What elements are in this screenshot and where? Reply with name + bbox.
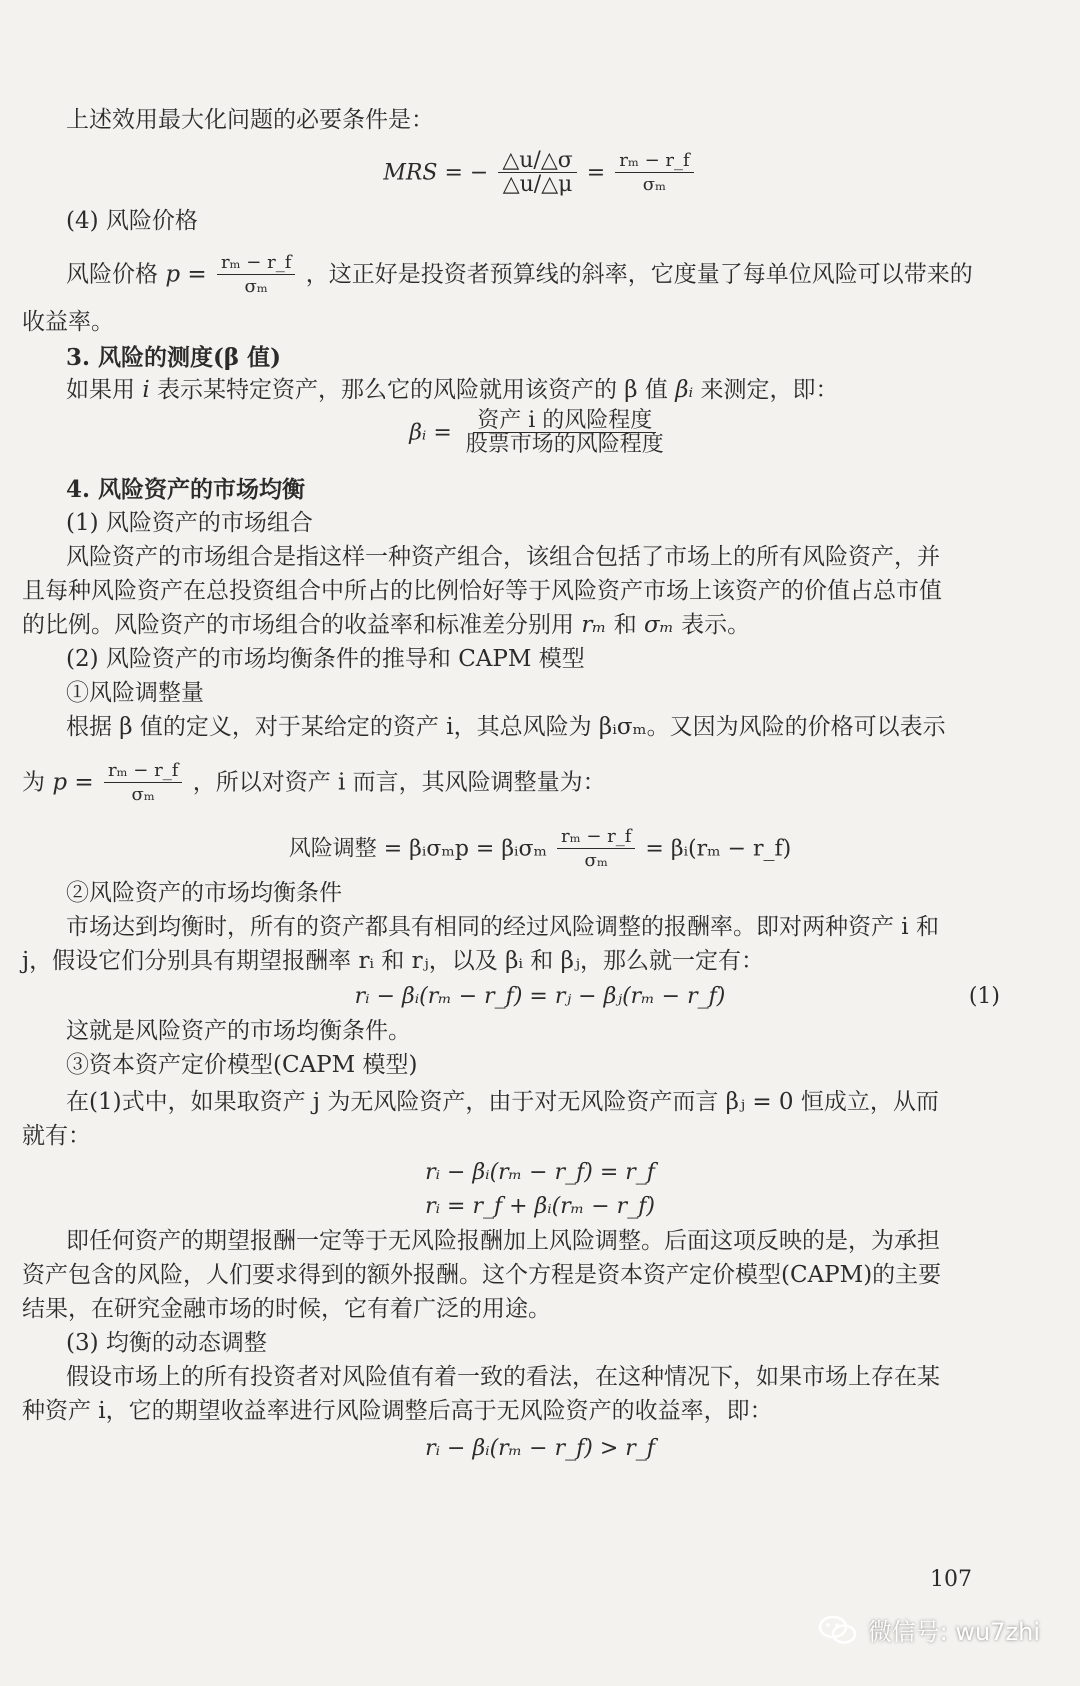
mrs-equation — [0, 150, 1080, 197]
text-line — [66, 252, 973, 299]
text-line: 风险资产的市场组合是指这样一种资产组合，该组合包括了市场上的所有风险资产，并 — [66, 544, 940, 570]
text-segment: 来测定，即： — [700, 377, 839, 403]
equation-number: (1) — [968, 984, 1000, 1009]
fraction-den: σₘ — [584, 850, 608, 871]
fraction-num: rₘ − r_f — [615, 150, 693, 173]
capm-equation-1: rᵢ − βᵢ(rₘ − r_f) = r_f — [425, 1160, 655, 1185]
text-line: 种资产 i，它的期望收益率进行风险调整后高于无风险资产的收益率，即： — [22, 1398, 773, 1424]
watermark-text: 微信号: wu7zhi — [867, 1618, 1040, 1646]
text-line: 且每种风险资产在总投资组合中所占的比例恰好等于风险资产市场上该资产的价值占总市值 — [22, 578, 942, 604]
text-line: 根据 β 值的定义，对于某给定的资产 i，其总风险为 βᵢσₘ。又因为风险的价格可以表示 — [66, 714, 946, 740]
text-segment: 风险价格 — [66, 261, 166, 288]
text-line: 结果，在研究金融市场的时候，它有着广泛的用途。 — [22, 1296, 551, 1322]
symbol: i — [142, 377, 150, 403]
section-heading: 3. 风险的测度(β 值) — [66, 344, 282, 371]
text-segment: 如果用 — [66, 377, 143, 403]
text-line: 假设市场上的所有投资者对风险值有着一致的看法，在这种情况下，如果市场上存在某 — [66, 1364, 940, 1390]
beta-equation — [0, 410, 1080, 457]
capm-equation-2: rᵢ = r_f + βᵢ(rₘ − r_f) — [425, 1194, 655, 1219]
wechat-icon — [818, 1615, 858, 1645]
fraction-den: σₘ — [642, 174, 667, 195]
text-line: 资产包含的风险，人们要求得到的额外报酬。这个方程是资本资产定价模型(CAPM)的主要 — [22, 1262, 942, 1288]
section-heading: ③资本资产定价模型(CAPM 模型) — [66, 1052, 418, 1078]
section-heading: ①风险调整量 — [66, 680, 204, 706]
fraction — [615, 150, 693, 197]
text-line: 上述效用最大化问题的必要条件是： — [66, 107, 434, 133]
risk-adjust-equation — [0, 826, 1080, 873]
fraction-num: rₘ − r_f — [104, 760, 182, 783]
fraction-num: rₘ − r_f — [217, 252, 295, 275]
symbol: βᵢ = — [409, 420, 452, 446]
equals-sign: = — [586, 160, 606, 186]
dynamic-adjust-equation: rᵢ − βᵢ(rₘ − r_f) > r_f — [425, 1436, 655, 1461]
section-heading: (4) 风险价格 — [66, 208, 198, 234]
section-heading: (3) 均衡的动态调整 — [66, 1330, 267, 1356]
text-segment: 风险调整 = βᵢσₘp = βᵢσₘ — [288, 836, 554, 862]
symbol: rₘ — [581, 612, 607, 638]
text-segment: ，这正好是投资者预算线的斜率，它度量了每单位风险可以带来的 — [305, 261, 973, 288]
text-line — [22, 760, 606, 807]
fraction-den: △u/△μ — [502, 172, 573, 197]
text-line: 这就是风险资产的市场均衡条件。 — [66, 1018, 411, 1044]
symbol: σₘ — [644, 612, 674, 638]
fraction — [217, 252, 295, 299]
text-segment: 为 — [22, 769, 53, 796]
text-line — [22, 610, 750, 640]
fraction-den: σₘ — [244, 276, 268, 297]
fraction — [104, 760, 182, 807]
fraction — [557, 826, 635, 873]
text-line: 即任何资产的期望报酬一定等于无风险报酬加上风险调整。后面这项反映的是，为承担 — [66, 1228, 940, 1254]
text-segment: ，所以对资产 i 而言，其风险调整量为： — [192, 769, 606, 796]
text-line — [66, 375, 838, 405]
section-heading: (2) 风险资产的市场均衡条件的推导和 CAPM 模型 — [66, 646, 585, 672]
text-segment: 和 — [613, 612, 645, 638]
fraction — [498, 150, 576, 197]
fraction-den: σₘ — [131, 784, 155, 805]
page-number: 107 — [930, 1567, 972, 1592]
text-line: 就有： — [22, 1123, 91, 1149]
fraction-num: 资产 i 的风险程度 — [473, 410, 656, 433]
text-segment: = βᵢ(rₘ − r_f) — [645, 836, 792, 862]
text-segment: 表示。 — [681, 612, 751, 638]
text-line: 收益率。 — [22, 309, 114, 335]
section-heading: (1) 风险资产的市场组合 — [66, 510, 313, 536]
mrs-lhs: MRS = − — [383, 160, 489, 186]
text-line: 市场达到均衡时，所有的资产都具有相同的经过风险调整的报酬率。即对两种资产 i 和 — [66, 914, 939, 940]
symbol: p = — [165, 261, 207, 288]
fraction — [462, 410, 668, 457]
fraction-num: △u/△σ — [498, 150, 576, 173]
section-heading: ②风险资产的市场均衡条件 — [66, 880, 342, 906]
equilibrium-equation: rᵢ − βᵢ(rₘ − r_f) = rⱼ − βⱼ(rₘ − r_f) — [354, 984, 726, 1009]
symbol: p = — [52, 769, 94, 796]
text-segment: 表示某特定资产，那么它的风险就用该资产的 β 值 — [156, 377, 676, 403]
symbol: βᵢ — [675, 377, 694, 403]
text-line: 在(1)式中，如果取资产 j 为无风险资产，由于对无风险资产而言 βⱼ = 0 恒成立，从而 — [66, 1089, 939, 1115]
fraction-num: rₘ − r_f — [557, 826, 635, 849]
wechat-watermark — [818, 1612, 1040, 1647]
text-segment: 的比例。风险资产的市场组合的收益率和标准差分别用 — [22, 612, 582, 638]
fraction-den: 股票市场的风险程度 — [465, 432, 664, 457]
text-line: j，假设它们分别具有期望报酬率 rᵢ 和 rⱼ，以及 βᵢ 和 βⱼ，那么就一定有： — [22, 948, 764, 974]
section-heading: 4. 风险资产的市场均衡 — [66, 476, 306, 503]
